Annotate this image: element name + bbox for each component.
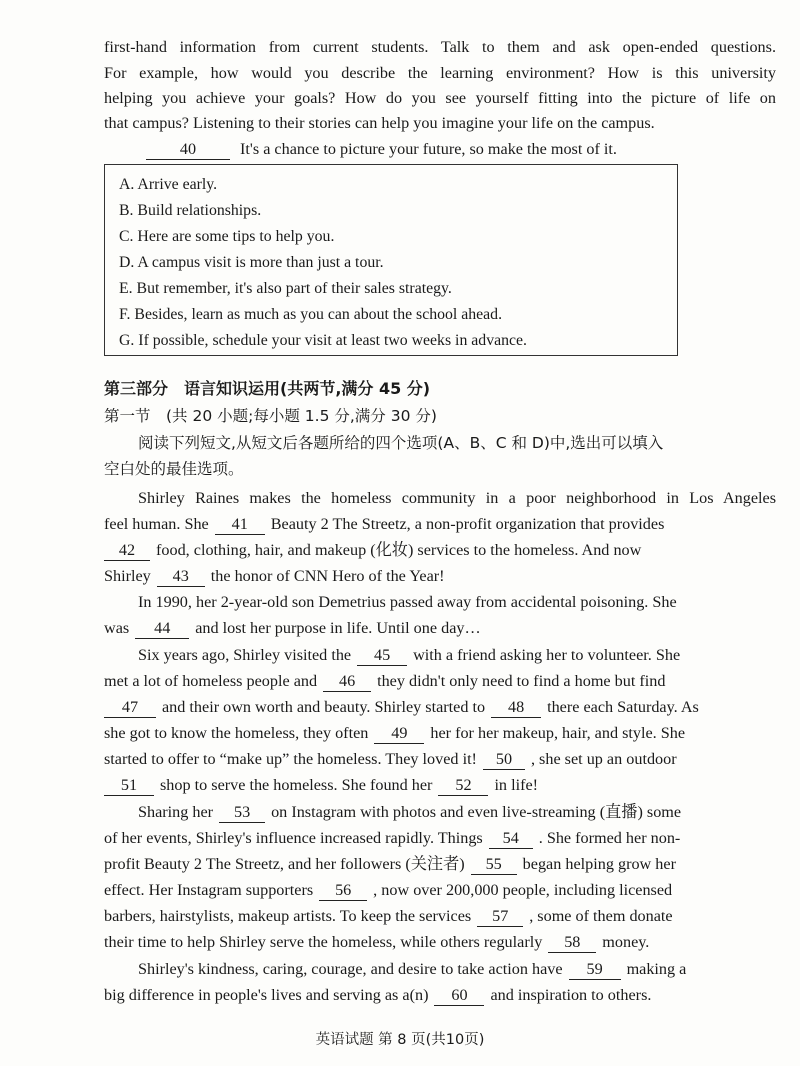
instruction-line: 阅读下列短文,从短文后各题所给的四个选项(A、B、C 和 D)中,选出可以填入 (138, 434, 664, 452)
text: feel human. She (104, 515, 209, 533)
blank-49[interactable]: 49 (374, 723, 424, 744)
cloze-line: Shirley Raines makes the homeless community in a poor neighborhood in Los Angeles (138, 489, 776, 507)
text: she got to know the homeless, they often (104, 724, 369, 742)
options-box (104, 164, 678, 356)
cloze-line (104, 694, 776, 720)
text: their time to help Shirley serve the homeless, while others regularly (104, 933, 543, 951)
cloze-line (104, 746, 776, 772)
text: and lost her purpose in life. Until one day… (195, 619, 481, 637)
option-d: D. A campus visit is more than just a tour. (119, 254, 384, 271)
text: Beauty 2 The Streetz, a non-profit organization that provides (270, 515, 665, 533)
text: and inspiration to others. (490, 986, 652, 1004)
blank-53[interactable]: 53 (219, 802, 265, 823)
text: , now over 200,000 people, including licensed (373, 881, 673, 899)
text: Sharing her (138, 803, 214, 821)
text: they didn't only need to find a home but find (377, 672, 666, 690)
text: began helping grow her (522, 855, 676, 873)
blank-48[interactable]: 48 (491, 697, 541, 718)
passage-line: that campus? Listening to their stories can help you imagine your life on the campus. (104, 114, 655, 132)
blank-56[interactable]: 56 (319, 880, 367, 901)
blank-59[interactable]: 59 (569, 959, 621, 980)
blank-40-text: It's a chance to picture your future, so make the most of it. (240, 140, 617, 158)
blank-45[interactable]: 45 (357, 645, 407, 666)
text: shop to serve the homeless. She found her (160, 776, 433, 794)
section1-title: 第一节 (共 20 小题;每小题 1.5 分,满分 30 分) (104, 407, 437, 425)
text: with a friend asking her to volunteer. She (413, 646, 681, 664)
blank-57[interactable]: 57 (477, 906, 523, 927)
option-g: G. If possible, schedule your visit at least two weeks in advance. (119, 332, 527, 349)
text: effect. Her Instagram supporters (104, 881, 314, 899)
text: Shirley's kindness, caring, courage, and desire to take action have (138, 960, 563, 978)
cloze-line (104, 772, 776, 798)
blank-51[interactable]: 51 (104, 775, 154, 796)
instruction-line: 空白处的最佳选项。 (104, 460, 244, 478)
blank-47[interactable]: 47 (104, 697, 156, 718)
text: big difference in people's lives and serving as a(n) (104, 986, 429, 1004)
passage-line-40 (140, 136, 776, 162)
cloze-line (104, 537, 776, 563)
blank-42[interactable]: 42 (104, 540, 150, 561)
cloze-line (104, 563, 776, 589)
cloze-line (138, 799, 776, 825)
passage-line: first-hand information from current students. Talk to them and ask open-ended questions. (104, 38, 776, 56)
option-a: A. Arrive early. (119, 176, 218, 193)
cloze-line (104, 615, 776, 641)
option-c: C. Here are some tips to help you. (119, 228, 335, 245)
text: Six years ago, Shirley visited the (138, 646, 352, 664)
blank-55[interactable]: 55 (471, 854, 517, 875)
text: started to offer to “make up” the homeless. They loved it! (104, 750, 477, 768)
text: in life! (494, 776, 539, 794)
text: barbers, hairstylists, makeup artists. To keep the services (104, 907, 472, 925)
passage-line: For example, how would you describe the learning environment? How is this university (104, 64, 776, 82)
cloze-line (104, 982, 776, 1008)
cloze-line (104, 511, 776, 537)
text: making a (626, 960, 687, 978)
text: was (104, 619, 130, 637)
cloze-line (138, 956, 776, 982)
option-b: B. Build relationships. (119, 202, 262, 219)
blank-54[interactable]: 54 (489, 828, 533, 849)
cloze-line (104, 877, 776, 903)
blank-50[interactable]: 50 (483, 749, 525, 770)
cloze-line (104, 825, 776, 851)
passage-line: helping you achieve your goals? How do you see yourself fitting into the picture of life on (104, 89, 776, 107)
blank-43[interactable]: 43 (157, 566, 205, 587)
blank-58[interactable]: 58 (548, 932, 596, 953)
text: , some of them donate (529, 907, 673, 925)
text: Shirley (104, 567, 151, 585)
blank-41[interactable]: 41 (215, 514, 265, 535)
cloze-line (104, 668, 776, 694)
blank-40[interactable]: 40 (146, 139, 230, 160)
text: of her events, Shirley's influence increased rapidly. Things (104, 829, 483, 847)
text: met a lot of homeless people and (104, 672, 318, 690)
text: money. (602, 933, 650, 951)
text: on Instagram with photos and even live-streaming (直播) some (271, 803, 682, 821)
text: . She formed her non- (538, 829, 681, 847)
cloze-line (104, 903, 776, 929)
blank-60[interactable]: 60 (434, 985, 484, 1006)
text: her for her makeup, hair, and style. She (430, 724, 686, 742)
cloze-line (104, 851, 776, 877)
text: profit Beauty 2 The Streetz, and her followers (关注者) (104, 855, 465, 873)
cloze-line: In 1990, her 2-year-old son Demetrius passed away from accidental poisoning. She (138, 593, 677, 611)
text: , she set up an outdoor (530, 750, 677, 768)
text: the honor of CNN Hero of the Year! (210, 567, 445, 585)
page-footer: 英语试题 第 8 页(共10页) (315, 1032, 485, 1048)
blank-46[interactable]: 46 (323, 671, 371, 692)
blank-52[interactable]: 52 (438, 775, 488, 796)
blank-44[interactable]: 44 (135, 618, 189, 639)
cloze-line (138, 642, 776, 668)
text: and their own worth and beauty. Shirley started to (162, 698, 486, 716)
text: there each Saturday. As (547, 698, 699, 716)
cloze-line (104, 720, 776, 746)
text: food, clothing, hair, and makeup (化妆) services to the homeless. And now (156, 541, 642, 559)
option-f: F. Besides, learn as much as you can about the school ahead. (119, 306, 503, 323)
part3-title: 第三部分 语言知识运用(共两节,满分 45 分) (104, 379, 431, 398)
cloze-line (104, 929, 776, 955)
option-e: E. But remember, it's also part of their sales strategy. (119, 280, 452, 297)
